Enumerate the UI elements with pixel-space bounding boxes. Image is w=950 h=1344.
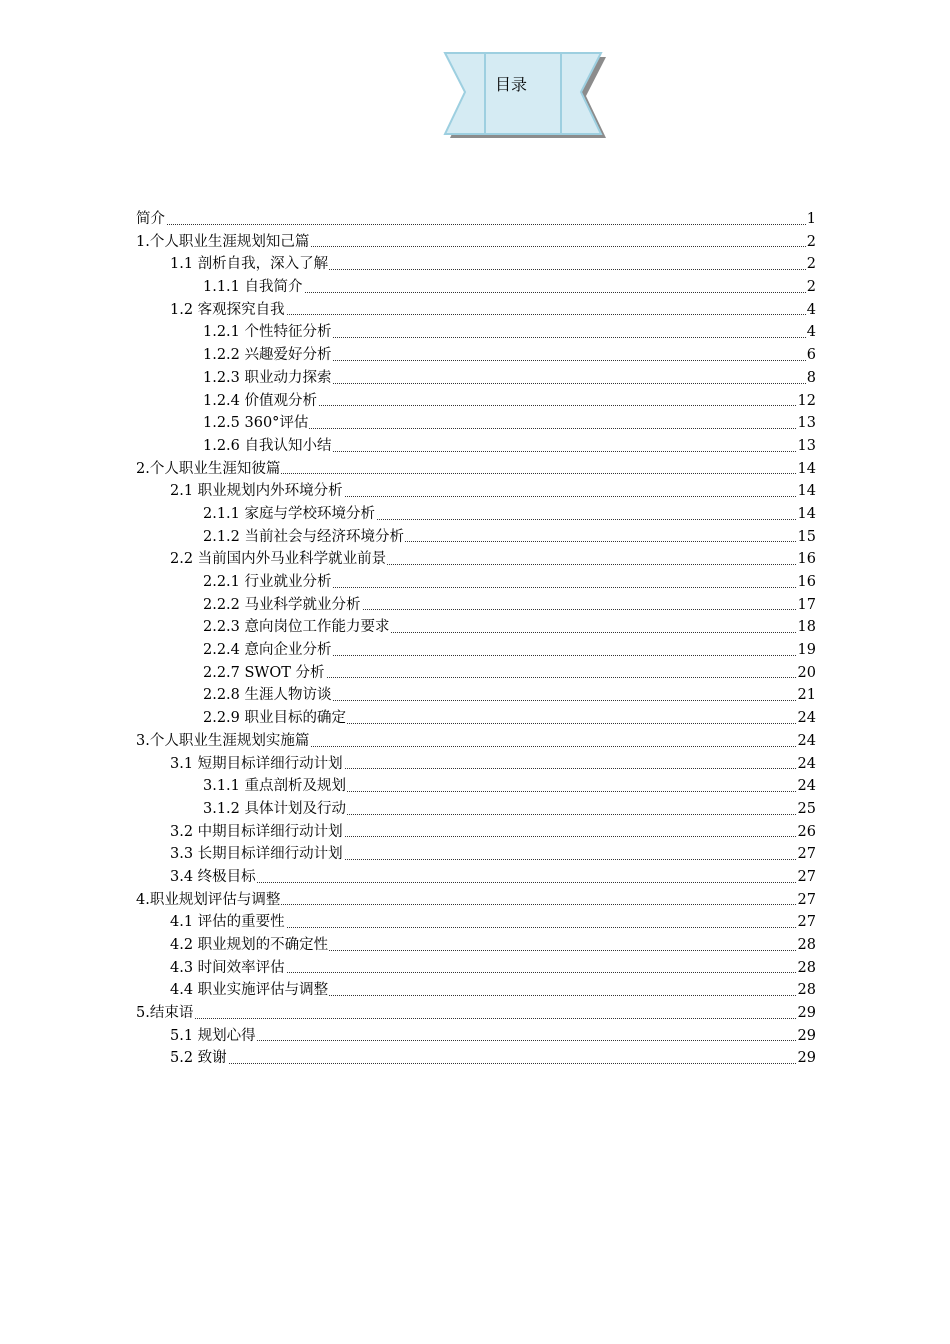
toc-entry[interactable] — [136, 979, 816, 1002]
toc-entry-label: 1.个人职业生涯规划知己篇 — [136, 231, 310, 254]
toc-entry[interactable] — [136, 934, 816, 957]
toc-page-number: 12 — [797, 390, 816, 413]
toc-entry-label: 4.2 职业规划的不确定性 — [170, 934, 329, 957]
toc-page-number: 28 — [797, 957, 816, 980]
toc-page-number: 24 — [797, 753, 816, 776]
toc-page-number: 2 — [806, 231, 816, 254]
toc-entry-label: 4.职业规划评估与调整 — [136, 889, 281, 912]
toc-entry-label: 3.1 短期目标详细行动计划 — [170, 753, 344, 776]
toc-page-number: 29 — [797, 1047, 816, 1070]
page-title: 目录 — [494, 75, 527, 94]
toc-dot-leader — [136, 224, 816, 225]
toc-entry[interactable] — [136, 753, 816, 776]
toc-entry-label: 3.3 长期目标详细行动计划 — [170, 843, 344, 866]
toc-page-number: 21 — [797, 684, 816, 707]
toc-entry-label: 1.2.1 个性特征分析 — [203, 321, 333, 344]
toc-page-number: 27 — [797, 911, 816, 934]
toc-page-number: 13 — [797, 435, 816, 458]
toc-entry-label: 5.2 致谢 — [170, 1047, 228, 1070]
toc-entry-label: 3.1.1 重点剖析及规划 — [203, 775, 347, 798]
toc-entry-label: 1.2.5 360°评估 — [203, 412, 309, 435]
toc-page-number: 16 — [797, 548, 816, 571]
toc-entry[interactable] — [136, 639, 816, 662]
toc-entry-label: 4.1 评估的重要性 — [170, 911, 286, 934]
toc-entry[interactable] — [136, 1047, 816, 1070]
toc-entry[interactable] — [136, 390, 816, 413]
toc-entry-label: 5.1 规划心得 — [170, 1025, 257, 1048]
toc-page-number: 2 — [806, 253, 816, 276]
toc-entry-label: 1.2.2 兴趣爱好分析 — [203, 344, 333, 367]
toc-entry-label: 1.2 客观探究自我 — [170, 299, 286, 322]
toc-entry-label: 2.2.1 行业就业分析 — [203, 571, 333, 594]
toc-entry-label: 2.2.2 马业科学就业分析 — [203, 594, 362, 617]
toc-entry[interactable] — [136, 344, 816, 367]
toc-entry[interactable] — [136, 435, 816, 458]
toc-entry-label: 1.2.6 自我认知小结 — [203, 435, 333, 458]
toc-entry[interactable] — [136, 957, 816, 980]
toc-entry-label: 5.结束语 — [136, 1002, 194, 1025]
toc-entry[interactable] — [136, 594, 816, 617]
toc-page-number: 18 — [797, 616, 816, 639]
toc-page-number: 14 — [797, 458, 816, 481]
toc-entry-label: 2.2.3 意向岗位工作能力要求 — [203, 616, 391, 639]
toc-page-number: 28 — [797, 979, 816, 1002]
toc-entry-label: 2.2 当前国内外马业科学就业前景 — [170, 548, 387, 571]
toc-page-number: 29 — [797, 1002, 816, 1025]
toc-entry-label: 2.2.9 职业目标的确定 — [203, 707, 347, 730]
toc-entry[interactable] — [136, 276, 816, 299]
toc-entry-label: 1.1.1 自我简介 — [203, 276, 304, 299]
toc-entry-label: 2.2.7 SWOT 分析 — [203, 662, 326, 685]
toc-entry[interactable] — [136, 798, 816, 821]
toc-entry[interactable] — [136, 299, 816, 322]
toc-dot-leader — [136, 1018, 816, 1019]
toc-page-number: 4 — [806, 321, 816, 344]
toc-page-number: 20 — [797, 662, 816, 685]
toc-page-number: 24 — [797, 775, 816, 798]
toc-page-number: 4 — [806, 299, 816, 322]
toc-entry[interactable] — [136, 458, 816, 481]
toc-page-number: 27 — [797, 866, 816, 889]
toc-entry[interactable] — [136, 208, 816, 231]
ribbon-banner-shape — [443, 52, 607, 138]
toc-entry[interactable] — [136, 548, 816, 571]
toc-entry[interactable] — [136, 480, 816, 503]
toc-entry-label: 2.1.1 家庭与学校环境分析 — [203, 503, 376, 526]
toc-entry-label: 4.3 时间效率评估 — [170, 957, 286, 980]
toc-entry[interactable] — [136, 503, 816, 526]
table-of-contents — [136, 208, 816, 1070]
toc-entry[interactable] — [136, 1025, 816, 1048]
toc-entry[interactable] — [136, 821, 816, 844]
toc-page-number: 28 — [797, 934, 816, 957]
toc-entry[interactable] — [136, 231, 816, 254]
toc-page-number: 1 — [806, 208, 816, 231]
toc-page-number: 27 — [797, 889, 816, 912]
toc-entry[interactable] — [136, 662, 816, 685]
toc-dot-leader — [170, 882, 816, 883]
toc-entry-label: 2.1 职业规划内外环境分析 — [170, 480, 344, 503]
toc-page-number: 15 — [797, 526, 816, 549]
toc-entry-label: 1.2.3 职业动力探索 — [203, 367, 333, 390]
toc-entry[interactable] — [136, 321, 816, 344]
toc-dot-leader — [170, 1040, 816, 1041]
toc-entry[interactable] — [136, 253, 816, 276]
toc-entry-label: 3.4 终极目标 — [170, 866, 257, 889]
toc-entry-label: 2.个人职业生涯知彼篇 — [136, 458, 281, 481]
toc-entry-label: 3.2 中期目标详细行动计划 — [170, 821, 344, 844]
toc-entry-label: 简介 — [136, 208, 166, 231]
toc-page-number: 24 — [797, 707, 816, 730]
toc-page-number: 2 — [806, 276, 816, 299]
toc-page-number: 8 — [806, 367, 816, 390]
toc-entry-label: 2.1.2 当前社会与经济环境分析 — [203, 526, 405, 549]
toc-entry[interactable] — [136, 1002, 816, 1025]
toc-entry[interactable] — [136, 843, 816, 866]
toc-entry[interactable] — [136, 571, 816, 594]
toc-page-number: 25 — [797, 798, 816, 821]
toc-entry[interactable] — [136, 526, 816, 549]
title-banner — [443, 52, 607, 138]
toc-page-number: 24 — [797, 730, 816, 753]
toc-page-number: 19 — [797, 639, 816, 662]
toc-entry-label: 4.4 职业实施评估与调整 — [170, 979, 329, 1002]
toc-page-number: 6 — [806, 344, 816, 367]
toc-entry[interactable] — [136, 911, 816, 934]
toc-entry[interactable] — [136, 412, 816, 435]
toc-entry-label: 2.2.8 生涯人物访谈 — [203, 684, 333, 707]
toc-entry[interactable] — [136, 367, 816, 390]
toc-entry[interactable] — [136, 775, 816, 798]
toc-entry-label: 3.1.2 具体计划及行动 — [203, 798, 347, 821]
toc-entry[interactable] — [136, 616, 816, 639]
toc-entry-label: 3.个人职业生涯规划实施篇 — [136, 730, 310, 753]
toc-page-number: 16 — [797, 571, 816, 594]
toc-page-number: 29 — [797, 1025, 816, 1048]
toc-entry-label: 1.1 剖析自我，深入了解 — [170, 253, 329, 276]
toc-page-number: 14 — [797, 480, 816, 503]
toc-entry-label: 1.2.4 价值观分析 — [203, 390, 318, 413]
toc-entry[interactable] — [136, 684, 816, 707]
toc-page-number: 27 — [797, 843, 816, 866]
toc-page-number: 26 — [797, 821, 816, 844]
toc-page-number: 17 — [797, 594, 816, 617]
toc-entry[interactable] — [136, 730, 816, 753]
toc-page-number: 14 — [797, 503, 816, 526]
toc-entry[interactable] — [136, 707, 816, 730]
toc-dot-leader — [170, 1063, 816, 1064]
toc-entry[interactable] — [136, 889, 816, 912]
toc-entry[interactable] — [136, 866, 816, 889]
toc-entry-label: 2.2.4 意向企业分析 — [203, 639, 333, 662]
toc-page-number: 13 — [797, 412, 816, 435]
